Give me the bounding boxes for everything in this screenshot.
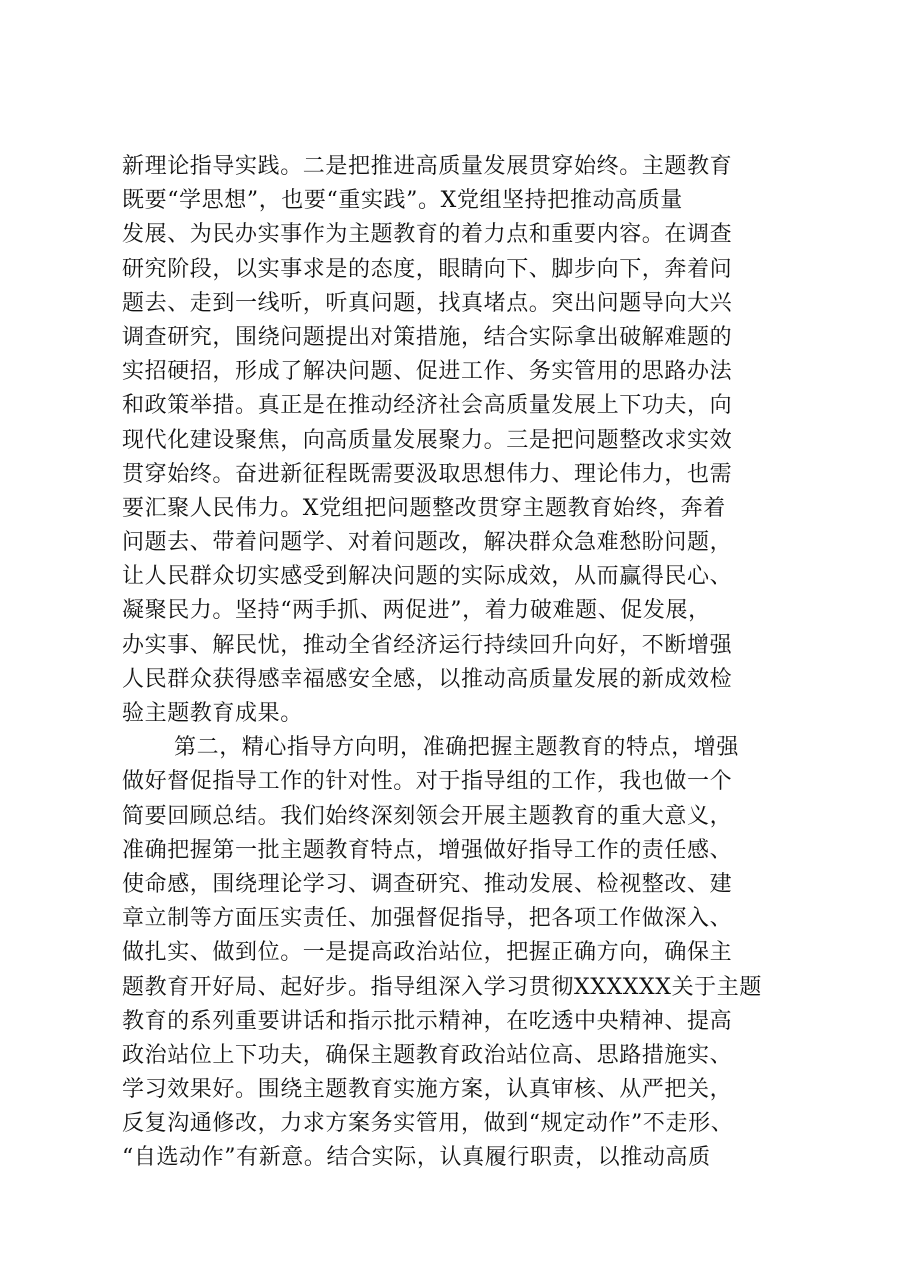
text-line: 和政策举措。真正是在推动经济社会高质量发展上下功夫，向 bbox=[122, 393, 733, 419]
text-line: 实招硬招，形成了解决问题、促进工作、务实管用的思路办法 bbox=[122, 359, 733, 385]
text-line: 反复沟通修改，力求方案务实管用，做到“规定动作”不走形、 bbox=[122, 1111, 734, 1137]
text-line: 题教育开好局、起好步。指导组深入学习贯彻XXXXXX关于主题 bbox=[122, 974, 762, 1000]
text-line: “自选动作”有新意。结合实际，认真履行职责，以推动高质 bbox=[122, 1145, 711, 1171]
text-line: 让人民群众切实感受到解决问题的实际成效，从而赢得民心、 bbox=[122, 564, 733, 590]
text-line: 做扎实、做到位。一是提高政治站位，把握正确方向，确保主 bbox=[122, 940, 733, 966]
text-line: 政治站位上下功夫，确保主题教育政治站位高、思路措施实、 bbox=[122, 1042, 733, 1068]
text-line: 要汇聚人民伟力。X党组把问题整改贯穿主题教育始终，奔着 bbox=[122, 495, 726, 521]
text-line: 凝聚民力。坚持“两手抓、两促进”，着力破难题、促发展， bbox=[122, 598, 711, 624]
text-line: 办实事、解民忧，推动全省经济运行持续回升向好，不断增强 bbox=[122, 632, 733, 658]
text-line: 问题去、带着问题学、对着问题改，解决群众急难愁盼问题， bbox=[122, 530, 733, 556]
text-line: 新理论指导实践。二是把推进高质量发展贯穿始终。主题教育 bbox=[122, 154, 733, 179]
text-line: 贯穿始终。奋进新征程既需要汲取思想伟力、理论伟力，也需 bbox=[122, 461, 733, 487]
text-line: 验主题教育成果。 bbox=[122, 701, 303, 726]
text-line: 章立制等方面压实责任、加强督促指导，把各项工作做深入、 bbox=[122, 906, 733, 932]
text-line: 发展、为民办实事作为主题教育的着力点和重要内容。在调查 bbox=[122, 222, 733, 248]
text-line: 人民群众获得感幸福感安全感，以推动高质量发展的新成效检 bbox=[122, 666, 733, 692]
paragraph-first-line: 第二，精心指导方向明，准确把握主题教育的特点，增强 bbox=[174, 735, 740, 761]
text-line: 简要回顾总结。我们始终深刻领会开展主题教育的重大意义， bbox=[122, 803, 733, 829]
text-line: 题去、走到一线听，听真问题，找真堵点。突出问题导向大兴 bbox=[122, 290, 733, 316]
text-line: 现代化建设聚焦，向高质量发展聚力。三是把问题整改求实效 bbox=[122, 427, 733, 453]
text-line: 学习效果好。围绕主题教育实施方案，认真审核、从严把关， bbox=[122, 1077, 733, 1103]
text-line: 使命感，围绕理论学习、调查研究、推动发展、检视整改、建 bbox=[122, 871, 733, 897]
text-line: 做好督促指导工作的针对性。对于指导组的工作，我也做一个 bbox=[122, 769, 733, 795]
document-body bbox=[122, 150, 812, 1176]
text-line: 研究阶段，以实事求是的态度，眼睛向下、脚步向下，奔着问 bbox=[122, 256, 733, 282]
text-line: 调查研究，围绕问题提出对策措施，结合实际拿出破解难题的 bbox=[122, 324, 733, 350]
text-line: 教育的系列重要讲话和指示批示精神，在吃透中央精神、提高 bbox=[122, 1008, 733, 1034]
text-line: 准确把握第一批主题教育特点，增强做好指导工作的责任感、 bbox=[122, 837, 733, 863]
text-line: 既要“学思想”，也要“重实践”。X党组坚持把推动高质量 bbox=[122, 188, 683, 214]
